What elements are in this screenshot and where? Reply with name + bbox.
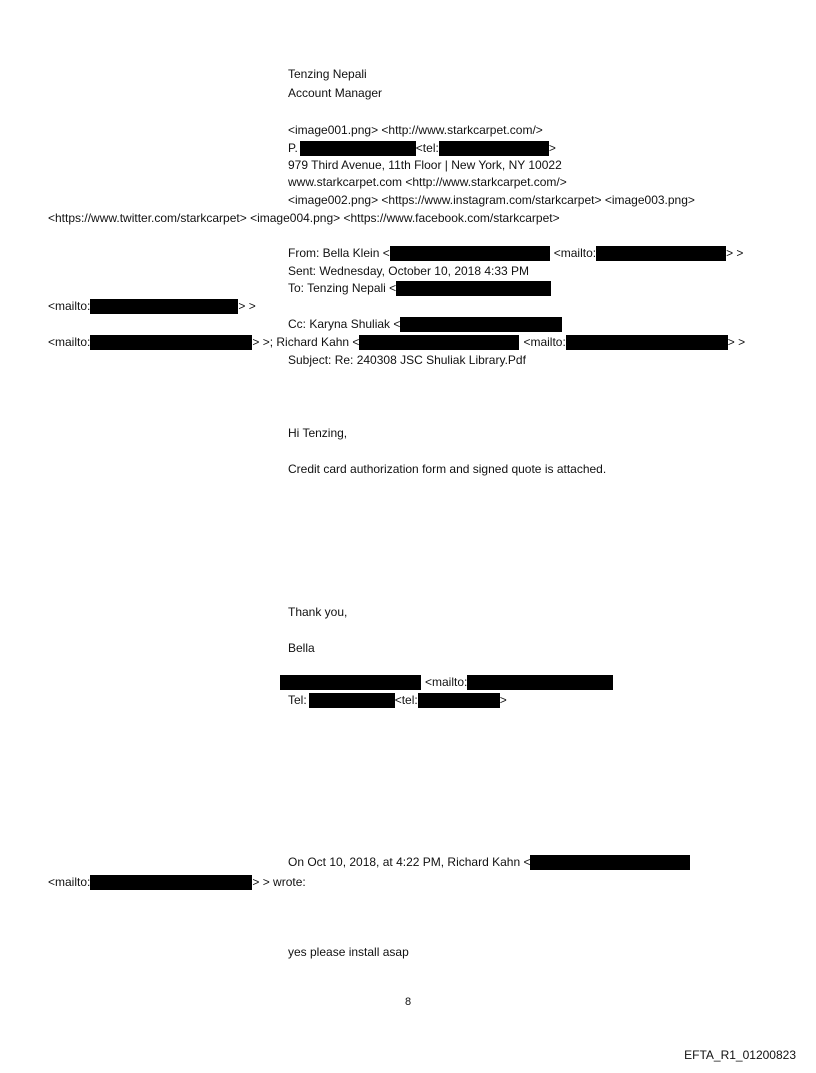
quoted-intro-line (288, 855, 690, 870)
cc-mailto[interactable]: <mailto: (48, 335, 91, 349)
tel-end: > (499, 693, 507, 707)
message-text: Credit card authorization form and signed quote is attached. (288, 462, 607, 476)
tel-prefix: Tel: (288, 693, 307, 707)
cc-mid: > >; Richard Kahn < (252, 335, 360, 349)
redaction-block (467, 675, 613, 690)
to-prefix: To: Tenzing Nepali < (288, 281, 397, 295)
quoted-intro: On Oct 10, 2018, at 4:22 PM, Richard Kahn < (288, 855, 531, 869)
document-id: EFTA_R1_01200823 (684, 1048, 796, 1062)
redaction-block (390, 246, 550, 261)
from-end: > > (726, 246, 744, 260)
contact-mailto[interactable]: <mailto: (425, 675, 468, 689)
redaction-block (309, 693, 395, 708)
sender-name: Bella (288, 641, 315, 655)
from-prefix: From: Bella Klein < (288, 246, 390, 260)
cc-line (288, 317, 562, 332)
quoted-mailto-line (48, 875, 306, 890)
redaction-block (396, 281, 551, 296)
redaction-block (439, 141, 549, 156)
subject-line: Subject: Re: 240308 JSC Shuliak Library.Pdf (288, 353, 526, 367)
redaction-block (418, 693, 500, 708)
redaction-block (530, 855, 690, 870)
cc-mailto-line (48, 335, 745, 350)
tel-link[interactable]: <tel: (394, 693, 418, 707)
signature-title: Account Manager (288, 86, 383, 100)
quoted-reply: yes please install asap (288, 945, 409, 959)
redaction-block (280, 675, 421, 690)
phone-prefix: P. (288, 141, 298, 155)
social-links-line-1[interactable]: <image002.png> <https://www.instagram.com/starkcarpet> <image003.png> (288, 193, 695, 207)
phone-tel[interactable]: <tel: (415, 141, 439, 155)
to-mailto[interactable]: <mailto: (48, 299, 91, 313)
to-line (288, 281, 551, 296)
social-links-line-2[interactable]: <https://www.twitter.com/starkcarpet> <image004.png> <https://www.facebook.com/starkcarpet> (48, 211, 560, 225)
website-link[interactable]: www.starkcarpet.com <http://www.starkcarpet.com/> (288, 175, 567, 189)
page-number: 8 (404, 996, 412, 1008)
thanks: Thank you, (288, 605, 348, 619)
phone-end: > (548, 141, 556, 155)
redaction-block (566, 335, 728, 350)
cc-prefix: Cc: Karyna Shuliak < (288, 317, 401, 331)
contact-email-line (280, 675, 613, 690)
cc-mailto-2[interactable]: <mailto: (523, 335, 566, 349)
address: 979 Third Avenue, 11th Floor | New York, NY 10022 (288, 158, 562, 172)
to-mailto-line (48, 299, 256, 314)
tel-line (288, 693, 507, 708)
redaction-block (596, 246, 726, 261)
greeting: Hi Tenzing, (288, 426, 348, 440)
quoted-mailto[interactable]: <mailto: (48, 875, 91, 889)
redaction-block (359, 335, 519, 350)
phone-line (288, 141, 556, 156)
to-end: > > (238, 299, 256, 313)
cc-end: > > (727, 335, 746, 349)
redaction-block (400, 317, 562, 332)
logo-link[interactable]: <image001.png> <http://www.starkcarpet.com/> (288, 123, 543, 137)
redaction-block (90, 875, 252, 890)
redaction-block (90, 299, 238, 314)
redaction-block (90, 335, 252, 350)
from-line (288, 246, 743, 261)
quoted-wrote: > > wrote: (252, 875, 306, 889)
redaction-block (300, 141, 416, 156)
sent-line: Sent: Wednesday, October 10, 2018 4:33 PM (288, 264, 530, 278)
from-mailto[interactable]: <mailto: (553, 246, 597, 260)
signature-name: Tenzing Nepali (288, 67, 367, 81)
